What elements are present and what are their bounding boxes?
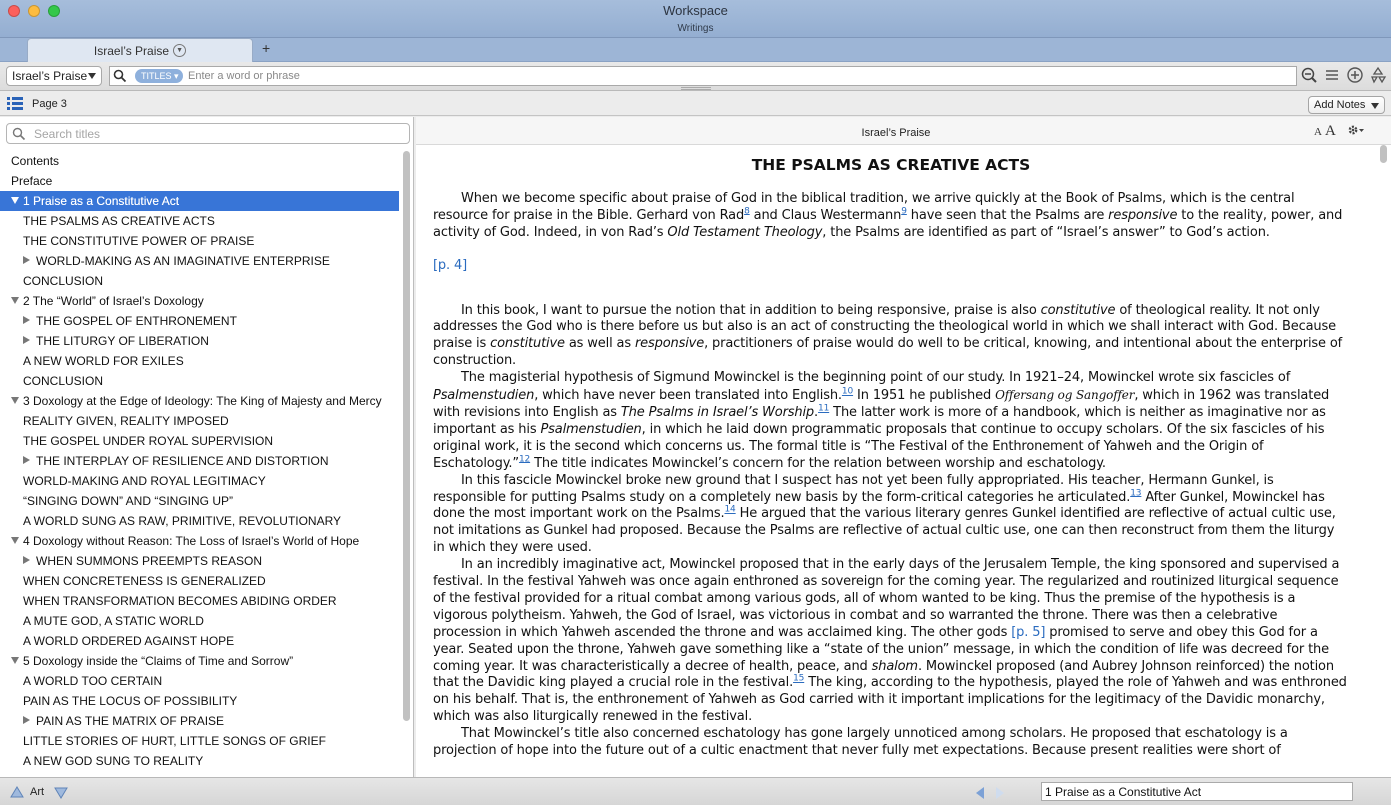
italic-text: responsive (1108, 207, 1178, 223)
paragraph (433, 303, 1349, 371)
toc-item[interactable] (0, 391, 399, 411)
toc-item[interactable] (0, 211, 399, 231)
tab-menu-chevron-icon[interactable]: ▼ (173, 44, 186, 57)
disclosure-closed-icon[interactable] (23, 316, 30, 324)
paragraph (433, 557, 1349, 726)
toc-item-label: LITTLE STORIES OF HURT, LITTLE SONGS OF GRIEF (23, 734, 326, 748)
gear-icon[interactable] (1347, 123, 1365, 137)
book-title: Israel’s Praise (861, 127, 931, 139)
sidebar-scrollbar[interactable] (402, 151, 411, 777)
chevron-down-icon (88, 73, 96, 79)
toc-item[interactable] (0, 411, 399, 431)
paragraph (433, 191, 1349, 242)
italic-text: constitutive (490, 336, 565, 352)
add-circle-icon[interactable] (1346, 66, 1364, 85)
reader-scrollbar[interactable] (1378, 145, 1389, 777)
disclosure-open-icon[interactable] (11, 297, 19, 304)
toc-item[interactable] (0, 491, 399, 511)
toc-item-label: THE GOSPEL UNDER ROYAL SUPERVISION (23, 434, 274, 448)
text: , practitioners of praise would do well to be critical, knowing, and intentional about the enterprise of construction. (433, 336, 1343, 369)
toc-item-label: “SINGING DOWN” AND “SINGING UP” (23, 494, 233, 508)
toc-item-label: CONCLUSION (23, 374, 104, 388)
reader-scroll-thumb[interactable] (1380, 145, 1387, 163)
toc-item-label: THE GOSPEL OF ENTHRONEMENT (36, 314, 237, 328)
search-scope-label: TITLES (141, 71, 172, 81)
disclosure-closed-icon[interactable] (23, 256, 30, 264)
toc-item-label: Preface (11, 174, 53, 188)
table-of-contents-icon[interactable] (7, 97, 23, 110)
footnote-link[interactable]: 8 (744, 206, 750, 217)
italic-text: responsive (634, 336, 705, 352)
window-subtitle: Writings (677, 23, 714, 34)
window-title: Workspace (663, 3, 728, 18)
toc-item-label: WORLD-MAKING AND ROYAL LEGITIMACY (23, 474, 266, 488)
text: The magisterial hypothesis of Sigmund Mowinckel is the beginning point of our study. In 1921–24, Mowinckel wrote six fascicles of (461, 370, 1291, 386)
text: , which in 1962 was translated with revisions into English as (433, 388, 1330, 420)
toc-sidebar (0, 117, 414, 777)
text: as well as (564, 336, 635, 352)
reader-header (416, 117, 1391, 145)
toc-item[interactable] (0, 231, 399, 251)
toc-item[interactable] (0, 751, 399, 771)
toc-item[interactable] (0, 691, 399, 711)
art-label[interactable]: Art (30, 786, 45, 798)
toc-item[interactable] (0, 351, 399, 371)
toolbar (0, 62, 1391, 91)
toc-item-label: A WORLD TOO CERTAIN (23, 674, 163, 688)
toc-item[interactable] (0, 371, 399, 391)
toc-item-label: WORLD-MAKING AS AN IMAGINATIVE ENTERPRISE (36, 254, 330, 268)
text: In 1951 he published (853, 388, 996, 404)
disclosure-closed-icon[interactable] (23, 716, 30, 724)
font-size-controls (1314, 123, 1336, 140)
toc-item[interactable] (0, 271, 399, 291)
search-box (109, 66, 1297, 86)
toc-item-label: 5 Doxology inside the “Claims of Time and Sorrow” (23, 654, 294, 668)
toc-item[interactable] (0, 651, 399, 671)
italic-text: The Psalms in Israel’s Worship (620, 404, 815, 420)
toc-item[interactable] (0, 471, 399, 491)
toc-item-label: 3 Doxology at the Edge of Ideology: The King of Majesty and Mercy (23, 394, 382, 408)
add-tab-button[interactable]: + (262, 40, 271, 56)
text: That Mowinckel’s title also concerned eschatology has gone largely unnoticed among scholars. He proposed that eschatology is a projection of hope into the future out of a cultic enactment that never fully met expectations. Because present realities were short of (433, 726, 1288, 759)
tab-israels-praise[interactable] (27, 38, 253, 62)
article-text (433, 147, 1349, 777)
increase-font-button[interactable]: A (1324, 123, 1336, 139)
zoom-out-icon[interactable] (1300, 66, 1318, 85)
toc-item[interactable] (0, 571, 399, 591)
toc-item[interactable] (0, 671, 399, 691)
text: of theological reality. It not only addresses the God who is there before us but also is an act of constructing the theological world in which we shall interact with God. Because praise is (433, 302, 1336, 352)
title-search-input[interactable] (34, 126, 404, 141)
toc-item-label: A NEW WORLD FOR EXILES (23, 354, 184, 368)
text: In this book, I want to pursue the notion that in addition to being responsive, praise is also (461, 302, 1041, 318)
text: to the reality, power, and activity of God. Indeed, in von Rad’s (433, 207, 1343, 240)
add-notes-label: Add Notes (1314, 99, 1366, 111)
text: , the Psalms are identified as part of “Israel’s answer” to God’s action. (822, 224, 1270, 240)
sidebar-scroll-thumb[interactable] (403, 151, 410, 721)
disclosure-closed-icon[interactable] (23, 336, 30, 344)
page-number-label: Page 3 (32, 98, 67, 110)
text: , in which he laid down programmatic proposals that continue to occupy scholars. Of the six fascicles of his original work, it is the second which concerns us. The formal title is “The Festival of the Enthronement of Yahweh and the Origin of Eschatology.” (433, 421, 1325, 471)
paragraph (433, 726, 1349, 760)
title-bar (0, 0, 1391, 38)
toc-item-label: A MUTE GOD, A STATIC WORLD (23, 614, 204, 628)
location-field[interactable]: 1 Praise as a Constitutive Act (1041, 782, 1353, 801)
decrease-font-button[interactable]: A (1314, 126, 1322, 138)
text: . Mowinckel proposed (and Aubrey Johnson reinforced) the notion that the Davidic king played a crucial role in the festival. (433, 658, 1334, 691)
toc-item-label: THE INTERPLAY OF RESILIENCE AND DISTORTION (36, 454, 329, 468)
resource-select[interactable] (6, 66, 102, 86)
footnote-link[interactable]: 12 (518, 454, 531, 465)
toc-list (0, 151, 399, 771)
toolbar-icons (1300, 66, 1387, 85)
disclosure-closed-icon[interactable] (23, 456, 30, 464)
text: , which have never been translated into English. (534, 388, 842, 404)
reading-pane (416, 117, 1391, 777)
footnote-link[interactable]: 13 (1130, 488, 1142, 499)
text: The latter work is more of a handbook, which is neither as imaginative nor as important as his (433, 404, 1326, 437)
toc-item-label: 4 Doxology without Reason: The Loss of Israel’s World of Hope (23, 534, 360, 548)
paragraph (433, 370, 1349, 472)
toc-item[interactable] (0, 451, 399, 471)
toc-item-label: WHEN CONCRETENESS IS GENERALIZED (23, 574, 266, 588)
italic-text: Old Testament Theology (667, 224, 823, 240)
disclosure-open-icon[interactable] (11, 657, 19, 664)
toolbar-resize-grip[interactable] (681, 87, 711, 90)
triangle-down-icon[interactable] (54, 787, 68, 799)
footnote-link[interactable]: 10 (841, 386, 854, 397)
disclosure-open-icon[interactable] (11, 397, 19, 404)
footnote-link[interactable]: 11 (818, 403, 830, 414)
toc-item-label: A NEW GOD SUNG TO REALITY (23, 754, 204, 768)
status-bar (0, 777, 1391, 805)
toc-item-label: Contents (11, 154, 60, 168)
toc-item-label: REALITY GIVEN, REALITY IMPOSED (23, 414, 229, 428)
toc-item[interactable] (0, 631, 399, 651)
page-marker[interactable]: [p. 4] (433, 257, 468, 273)
tab-label: Israel’s Praise (93, 43, 170, 58)
toc-item-label: THE CONSTITUTIVE POWER OF PRAISE (23, 234, 255, 248)
toc-item[interactable] (0, 611, 399, 631)
toc-item-label: THE LITURGY OF LIBERATION (36, 334, 209, 348)
disclosure-closed-icon[interactable] (23, 556, 30, 564)
resource-select-value: Israel’s Praise (12, 69, 88, 83)
italic-text: Psalmenstudien (540, 421, 642, 437)
toc-item[interactable] (0, 311, 399, 331)
footnote-link[interactable]: 15 (793, 674, 805, 685)
toc-item-label: WHEN SUMMONS PREEMPTS REASON (36, 554, 263, 568)
toc-item-label: THE PSALMS AS CREATIVE ACTS (23, 214, 215, 228)
back-arrow-icon[interactable] (974, 786, 986, 800)
page-bar (0, 92, 1391, 116)
toc-item-label: A WORLD ORDERED AGAINST HOPE (23, 634, 235, 648)
toc-item-label: PAIN AS THE LOCUS OF POSSIBILITY (23, 694, 238, 708)
chevron-down-icon (1371, 103, 1379, 109)
toc-item[interactable] (0, 191, 399, 211)
text: The king, according to the hypothesis, played the role of Yahweh and was enthroned on his behalf. That is, the enthronement of Yahweh as God carried with it important implications for the legitimacy of the Davidic monarchy, which was also liturgically renewed in the festival. (433, 675, 1347, 725)
text: He argued that the various literary genres Gunkel identified are reflective of actual cultic use, not imitations as Gunkel had proposed. Because the Psalms are reflective of actual cultic use, one can then reconstruct from them the liturgy in which they were used. (433, 506, 1336, 556)
toc-item[interactable] (0, 551, 399, 571)
toc-item-label: CONCLUSION (23, 274, 104, 288)
text: and Claus Westermann (749, 207, 902, 223)
toc-item[interactable] (0, 431, 399, 451)
search-scope-pill[interactable]: TITLES ▾ (135, 69, 183, 83)
disclosure-open-icon[interactable] (11, 537, 19, 544)
toc-item[interactable] (0, 711, 399, 731)
italic-text: Psalmenstudien (433, 388, 535, 404)
footnote-link[interactable]: 9 (901, 206, 907, 217)
text: The title indicates Mowinckel’s concern for the relation between worship and eschatology. (530, 455, 1106, 471)
toc-item-label: PAIN AS THE MATRIX OF PRAISE (36, 714, 225, 728)
search-input[interactable] (188, 68, 1288, 84)
toc-item[interactable] (0, 251, 399, 271)
search-options-icon[interactable] (113, 69, 127, 83)
toc-item-label: A WORLD SUNG AS RAW, PRIMITIVE, REVOLUTIONARY (23, 514, 342, 528)
text: After Gunkel, Mowinckel has done the most important work on the Psalms. (433, 489, 1325, 522)
footnote-link[interactable]: 14 (724, 505, 736, 516)
disclosure-open-icon[interactable] (11, 197, 19, 204)
toc-item[interactable] (0, 531, 399, 551)
italic-text: Offersang og Sangoffer (995, 388, 1135, 403)
add-notes-button[interactable] (1308, 96, 1385, 114)
list-lines-icon[interactable] (1323, 66, 1341, 85)
toc-item-label: 1 Praise as a Constitutive Act (23, 194, 180, 208)
tab-bar (0, 38, 1391, 62)
toc-item[interactable] (0, 331, 399, 351)
text: . (814, 404, 819, 420)
paragraph (433, 473, 1349, 558)
toc-item-label: WHEN TRANSFORMATION BECOMES ABIDING ORDER (23, 594, 337, 608)
toc-item-label: 2 The “World” of Israel’s Doxology (23, 294, 204, 308)
section-heading: THE PSALMS AS CREATIVE ACTS (751, 156, 1031, 174)
toc-item[interactable] (0, 731, 399, 751)
text: In an incredibly imaginative act, Mowinckel proposed that in the early days of the Jerusalem Temple, the king sponsored and supervised a festival. In the festival Yahweh was once again enthroned as sovereign for the coming year. The regularized and routinized liturgical sequence of the festival provided for a ritual combat among various gods, all of whom wanted to be king. Thus the premise of the hypothesis is a vigorous polytheism. Yahweh, the God of Israel, was victorious in combat and so warranted the throne. There was then a celebrative procession in which Yahweh ascended the throne and was acclaimed king. The other gods (433, 557, 1340, 640)
text: In this fascicle Mowinckel broke new ground that I suspect has not yet been fully appropriated. His teacher, Hermann Gunkel, is responsible for putting Psalms study on a completely new basis by the form-critical categories he articulated. (433, 472, 1274, 505)
toc-item[interactable] (0, 291, 399, 311)
sync-recycle-icon[interactable] (1369, 66, 1387, 85)
toc-item[interactable] (0, 591, 399, 611)
page-marker[interactable]: [p. 5] (1011, 624, 1046, 640)
toc-item[interactable] (0, 511, 399, 531)
triangle-up-icon[interactable] (10, 786, 24, 798)
search-icon[interactable] (12, 127, 26, 141)
forward-arrow-icon[interactable] (994, 786, 1006, 800)
text: promised to serve and obey this God for a year. Seated upon the throne, Yahweh gave something like a “state of the union” message, in which the condition of life was decreed for the coming year. It was characteristically a decree of health, peace, and (433, 624, 1329, 674)
toc-item[interactable] (0, 171, 399, 191)
toc-item[interactable] (0, 151, 399, 171)
text: When we become specific about praise of God in the biblical tradition, we arrive quickly at the Book of Psalms, which is the central resource for praise in the Bible. Gerhard von Rad (433, 190, 1295, 223)
title-search-box (6, 123, 410, 144)
italic-text: shalom (871, 658, 918, 674)
text: have seen that the Psalms are (906, 207, 1109, 223)
italic-text: constitutive (1040, 302, 1116, 318)
